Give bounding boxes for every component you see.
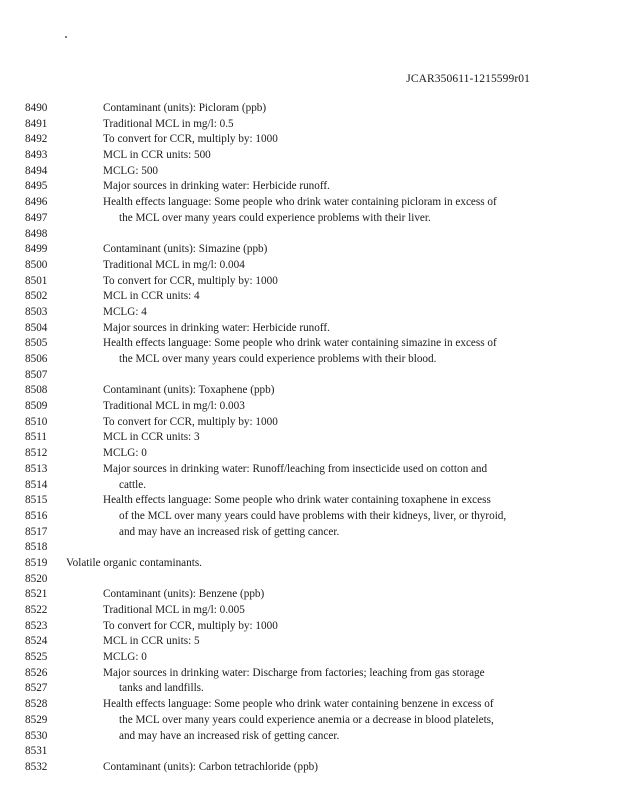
document-line: [0, 179, 619, 195]
line-text: Traditional MCL in mg/l: 0.5: [103, 117, 234, 130]
line-text: Contaminant (units): Picloram (ppb): [103, 102, 267, 114]
line-text: the MCL over many years could experience anemia or a decrease in blood platelets,: [119, 713, 494, 726]
document-line: [0, 305, 619, 321]
section-heading: Volatile organic contaminants.: [66, 556, 202, 569]
document-line: [0, 117, 619, 133]
document-line: [0, 681, 619, 697]
document-line: [0, 697, 619, 713]
document-line: [0, 587, 619, 603]
line-text: MCLG: 4: [103, 305, 147, 318]
line-text: Health effects language: Some people who drink water containing benzene in excess of: [103, 698, 494, 711]
line-text: of the MCL over many years could have problems with their kidneys, liver, or thyroid,: [119, 509, 507, 522]
line-number: 8500: [25, 258, 48, 271]
line-number: 8501: [25, 274, 48, 287]
line-number: 8491: [25, 117, 48, 130]
line-text: To convert for CCR, multiply by: 1000: [103, 133, 278, 146]
document-line: [0, 289, 619, 305]
document-line: [0, 744, 619, 760]
document-line: [0, 101, 619, 117]
line-number: 8516: [25, 509, 48, 522]
line-number: 8530: [25, 729, 48, 742]
document-line: [0, 603, 619, 619]
line-number: 8495: [25, 180, 48, 193]
line-number: 8520: [25, 572, 48, 585]
line-number: 8496: [25, 196, 48, 209]
line-text: the MCL over many years could experience problems with their liver.: [119, 211, 431, 224]
line-number: 8512: [25, 447, 48, 460]
line-number: 8529: [25, 713, 48, 726]
line-text: MCL in CCR units: 3: [103, 431, 200, 444]
document-line: [0, 352, 619, 368]
line-number: 8525: [25, 651, 48, 664]
line-text: MCLG: 0: [103, 447, 147, 460]
document-line: [0, 336, 619, 352]
line-number: 8493: [25, 149, 48, 162]
line-text: the MCL over many years could experience problems with their blood.: [119, 353, 437, 365]
document-line: [0, 713, 619, 729]
line-number: 8506: [25, 353, 48, 365]
line-number: 8519: [25, 556, 48, 569]
document-line: [0, 478, 619, 494]
line-number: 8505: [25, 337, 48, 350]
document-line: [0, 634, 619, 650]
line-number: 8524: [25, 635, 48, 648]
document-line: [0, 619, 619, 635]
document-line: [0, 650, 619, 666]
line-number: 8498: [25, 227, 48, 240]
line-text: tanks and landfills.: [119, 682, 204, 695]
document-line: [0, 446, 619, 462]
document-line: [0, 760, 619, 776]
document-line: [0, 383, 619, 399]
document-line: [0, 415, 619, 431]
line-number: 8509: [25, 400, 48, 413]
document-line: [0, 462, 619, 478]
line-number: 8523: [25, 619, 48, 632]
line-number: 8526: [25, 666, 48, 679]
document-line: [0, 211, 619, 227]
document-line: [0, 148, 619, 164]
document-line: [0, 164, 619, 180]
document-line: [0, 729, 619, 745]
line-number: 8532: [25, 760, 48, 773]
document-line: [0, 525, 619, 541]
line-number: 8518: [25, 541, 48, 554]
line-text: Major sources in drinking water: Discharge from factories; leaching from gas storage: [103, 666, 485, 679]
line-text: To convert for CCR, multiply by: 1000: [103, 619, 278, 632]
line-text: Traditional MCL in mg/l: 0.003: [103, 400, 245, 413]
line-number: 8508: [25, 384, 48, 397]
document-line: [0, 195, 619, 211]
line-text: Health effects language: Some people who drink water containing toxaphene in excess: [103, 494, 491, 507]
line-text: MCL in CCR units: 4: [103, 290, 200, 303]
line-text: Traditional MCL in mg/l: 0.004: [103, 258, 245, 271]
line-text: Major sources in drinking water: Herbicide runoff.: [103, 321, 330, 334]
document-line: [0, 399, 619, 415]
document-line: [0, 666, 619, 682]
line-text: Contaminant (units): Simazine (ppb): [103, 243, 268, 256]
document-line: [0, 493, 619, 509]
line-text: Health effects language: Some people who drink water containing picloram in excess of: [103, 196, 497, 209]
line-number: 8522: [25, 604, 48, 616]
line-text: Traditional MCL in mg/l: 0.005: [103, 604, 245, 616]
line-number: 8517: [25, 525, 48, 538]
document-line: [0, 321, 619, 337]
document-line: [0, 556, 619, 572]
line-number: 8507: [25, 368, 48, 381]
line-number: 8502: [25, 290, 48, 303]
document-id-header: JCAR350611-1215599r01: [406, 73, 530, 85]
line-number: 8513: [25, 462, 48, 475]
line-text: MCLG: 0: [103, 651, 147, 664]
line-text: To convert for CCR, multiply by: 1000: [103, 274, 278, 287]
line-text: Contaminant (units): Carbon tetrachloride (ppb): [103, 760, 318, 773]
line-number: 8503: [25, 305, 48, 318]
document-line: [0, 227, 619, 243]
document-line: [0, 274, 619, 290]
line-text: MCLG: 500: [103, 164, 159, 177]
line-number: 8499: [25, 243, 48, 256]
line-text: MCL in CCR units: 5: [103, 635, 200, 648]
line-text: Health effects language: Some people who drink water containing simazine in excess of: [103, 337, 497, 350]
document-line: [0, 242, 619, 258]
line-number: 8515: [25, 494, 48, 507]
line-text: Major sources in drinking water: Herbicide runoff.: [103, 180, 330, 193]
document-line: [0, 509, 619, 525]
line-number: 8494: [25, 164, 48, 177]
document-line: [0, 258, 619, 274]
line-number: 8504: [25, 321, 48, 334]
line-number: 8492: [25, 133, 48, 146]
line-number: 8528: [25, 698, 48, 711]
line-number: 8497: [25, 211, 48, 224]
line-number: 8510: [25, 415, 48, 428]
line-text: cattle.: [119, 478, 147, 491]
line-text: and may have an increased risk of getting cancer.: [119, 729, 340, 742]
document-body: [0, 101, 619, 776]
line-text: Contaminant (units): Benzene (ppb): [103, 588, 265, 601]
document-line: [0, 572, 619, 588]
line-text: To convert for CCR, multiply by: 1000: [103, 415, 278, 428]
line-text: Major sources in drinking water: Runoff/leaching from insecticide used on cotton and: [103, 462, 488, 475]
line-number: 8521: [25, 588, 48, 601]
line-number: 8490: [25, 102, 48, 114]
line-text: Contaminant (units): Toxaphene (ppb): [103, 384, 275, 397]
line-number: 8511: [25, 431, 47, 444]
line-text: and may have an increased risk of getting cancer.: [119, 525, 340, 538]
line-text: MCL in CCR units: 500: [103, 149, 211, 162]
document-line: [0, 132, 619, 148]
scan-speck: [65, 36, 67, 38]
document-line: [0, 430, 619, 446]
document-line: [0, 368, 619, 384]
line-number: 8531: [25, 745, 48, 758]
line-number: 8514: [25, 478, 48, 491]
line-number: 8527: [25, 682, 48, 695]
document-line: [0, 540, 619, 556]
